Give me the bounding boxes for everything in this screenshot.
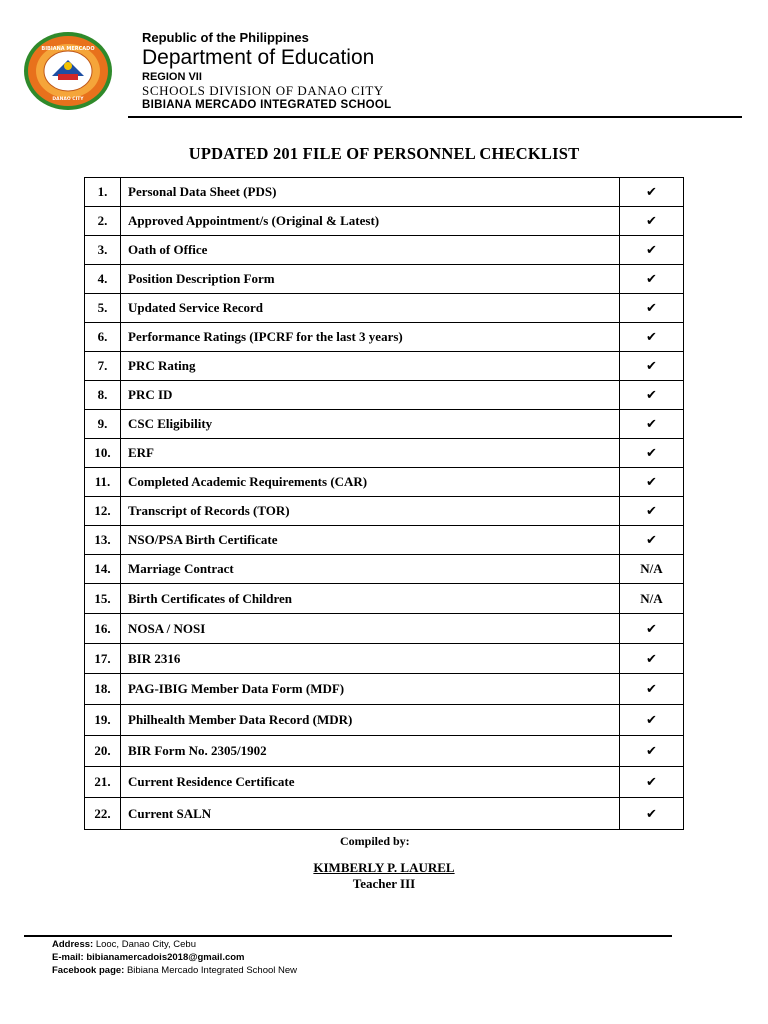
item-name: PRC ID xyxy=(121,381,620,410)
checklist-body xyxy=(85,178,684,830)
svg-text:DANAO CITY: DANAO CITY xyxy=(52,97,84,102)
checklist-row xyxy=(85,736,684,767)
item-name: Oath of Office xyxy=(121,236,620,265)
footer-divider xyxy=(24,935,672,937)
item-name: Approved Appointment/s (Original & Latest) xyxy=(121,207,620,236)
item-number: 11. xyxy=(85,468,121,497)
item-name: Personal Data Sheet (PDS) xyxy=(121,178,620,207)
item-number: 17. xyxy=(85,644,121,674)
check-icon: ✔ xyxy=(646,417,657,432)
item-number: 2. xyxy=(85,207,121,236)
item-status xyxy=(620,178,684,207)
check-icon: ✔ xyxy=(646,744,657,759)
item-status xyxy=(620,798,684,830)
footer-email: E-mail: bibianamercadois2018@gmail.com xyxy=(52,952,245,963)
check-icon: ✔ xyxy=(646,272,657,287)
school-line: BIBIANA MERCADO INTEGRATED SCHOOL xyxy=(142,99,392,111)
item-number: 10. xyxy=(85,439,121,468)
document-title: UPDATED 201 FILE OF PERSONNEL CHECKLIST xyxy=(188,144,580,163)
svg-text:BIBIANA MERCADO: BIBIANA MERCADO xyxy=(41,46,95,52)
item-status xyxy=(620,736,684,767)
item-status xyxy=(620,705,684,736)
item-number: 19. xyxy=(85,705,121,736)
item-status xyxy=(620,767,684,798)
letterhead-text xyxy=(142,30,391,112)
checklist-row xyxy=(85,767,684,798)
division-line: SCHOOLS DIVISION OF DANAO CITY xyxy=(142,83,384,98)
checklist-row xyxy=(85,705,684,736)
item-status xyxy=(620,439,684,468)
item-name: Updated Service Record xyxy=(121,294,620,323)
item-number: 15. xyxy=(85,584,121,614)
signatory-name xyxy=(0,860,768,876)
check-icon: ✔ xyxy=(646,301,657,316)
item-status xyxy=(620,410,684,439)
item-status xyxy=(620,584,684,614)
checklist-row xyxy=(85,323,684,352)
item-number: 1. xyxy=(85,178,121,207)
checklist-table xyxy=(84,177,684,830)
check-icon: ✔ xyxy=(646,682,657,697)
item-name: Birth Certificates of Children xyxy=(121,584,620,614)
checklist-row xyxy=(85,207,684,236)
checklist-row xyxy=(85,526,684,555)
item-number: 16. xyxy=(85,614,121,644)
item-name: PRC Rating xyxy=(121,352,620,381)
item-name: Position Description Form xyxy=(121,265,620,294)
checklist-row xyxy=(85,584,684,614)
item-number: 18. xyxy=(85,674,121,705)
item-number: 3. xyxy=(85,236,121,265)
item-number: 9. xyxy=(85,410,121,439)
check-icon: ✔ xyxy=(646,330,657,345)
department-line: Department of Education xyxy=(142,46,375,69)
item-name: Completed Academic Requirements (CAR) xyxy=(121,468,620,497)
item-name: ERF xyxy=(121,439,620,468)
item-status xyxy=(620,674,684,705)
item-name: BIR Form No. 2305/1902 xyxy=(121,736,620,767)
item-name: PAG-IBIG Member Data Form (MDF) xyxy=(121,674,620,705)
item-number: 12. xyxy=(85,497,121,526)
item-status xyxy=(620,644,684,674)
check-icon: ✔ xyxy=(646,359,657,374)
compiled-by-label: Compiled by: xyxy=(340,834,410,848)
item-name: Current Residence Certificate xyxy=(121,767,620,798)
footer-facebook: Facebook page: Bibiana Mercado Integrated School New xyxy=(52,965,298,976)
region-line: REGION VII xyxy=(142,71,202,83)
item-number: 8. xyxy=(85,381,121,410)
check-icon: ✔ xyxy=(646,651,657,667)
item-status xyxy=(620,294,684,323)
checklist-row xyxy=(85,352,684,381)
letterhead xyxy=(0,0,768,120)
item-name: Marriage Contract xyxy=(121,555,620,584)
signatory-name-text: KIMBERLY P. LAUREL xyxy=(313,860,455,875)
item-status xyxy=(620,614,684,644)
item-name: NSO/PSA Birth Certificate xyxy=(121,526,620,555)
checklist-row xyxy=(85,178,684,207)
footer-address: Address: Looc, Danao City, Cebu xyxy=(52,939,196,950)
item-number: 5. xyxy=(85,294,121,323)
checklist-row xyxy=(85,381,684,410)
check-icon: ✔ xyxy=(646,214,657,229)
item-number: 14. xyxy=(85,555,121,584)
item-number: 7. xyxy=(85,352,121,381)
status-text: N/A xyxy=(640,561,663,576)
checklist-row xyxy=(85,410,684,439)
check-icon: ✔ xyxy=(646,533,657,548)
item-number: 13. xyxy=(85,526,121,555)
checklist-row xyxy=(85,265,684,294)
item-status xyxy=(620,526,684,555)
item-status xyxy=(620,468,684,497)
check-icon: ✔ xyxy=(646,388,657,403)
item-name: Performance Ratings (IPCRF for the last 3 years) xyxy=(121,323,620,352)
header-divider xyxy=(128,116,742,118)
item-name: Philhealth Member Data Record (MDR) xyxy=(121,705,620,736)
item-status xyxy=(620,236,684,265)
checklist-row xyxy=(85,439,684,468)
item-status xyxy=(620,323,684,352)
check-icon: ✔ xyxy=(646,243,657,258)
item-status xyxy=(620,555,684,584)
checklist-row xyxy=(85,555,684,584)
check-icon: ✔ xyxy=(646,775,657,790)
check-icon: ✔ xyxy=(646,621,657,637)
checklist-row xyxy=(85,497,684,526)
checklist-row xyxy=(85,674,684,705)
check-icon: ✔ xyxy=(646,475,657,490)
checklist-row xyxy=(85,468,684,497)
check-icon: ✔ xyxy=(646,713,657,728)
checklist-row xyxy=(85,614,684,644)
checklist-row xyxy=(85,798,684,830)
republic-line: Republic of the Philippines xyxy=(142,30,309,45)
status-text: N/A xyxy=(640,590,663,606)
check-icon: ✔ xyxy=(646,185,657,200)
item-name: BIR 2316 xyxy=(121,644,620,674)
school-seal-logo xyxy=(22,30,114,112)
item-number: 22. xyxy=(85,798,121,830)
item-name: Transcript of Records (TOR) xyxy=(121,497,620,526)
item-number: 4. xyxy=(85,265,121,294)
checklist-row xyxy=(85,236,684,265)
item-name: CSC Eligibility xyxy=(121,410,620,439)
item-status xyxy=(620,381,684,410)
checklist-row xyxy=(85,644,684,674)
item-name: Current SALN xyxy=(121,798,620,830)
check-icon: ✔ xyxy=(646,806,657,822)
signatory-position: Teacher III xyxy=(352,876,416,891)
item-number: 20. xyxy=(85,736,121,767)
footer xyxy=(52,938,297,977)
item-name: NOSA / NOSI xyxy=(121,614,620,644)
checklist-row xyxy=(85,294,684,323)
item-number: 6. xyxy=(85,323,121,352)
check-icon: ✔ xyxy=(646,446,657,461)
check-icon: ✔ xyxy=(646,504,657,519)
item-status xyxy=(620,497,684,526)
item-status xyxy=(620,265,684,294)
item-status xyxy=(620,207,684,236)
item-number: 21. xyxy=(85,767,121,798)
item-status xyxy=(620,352,684,381)
